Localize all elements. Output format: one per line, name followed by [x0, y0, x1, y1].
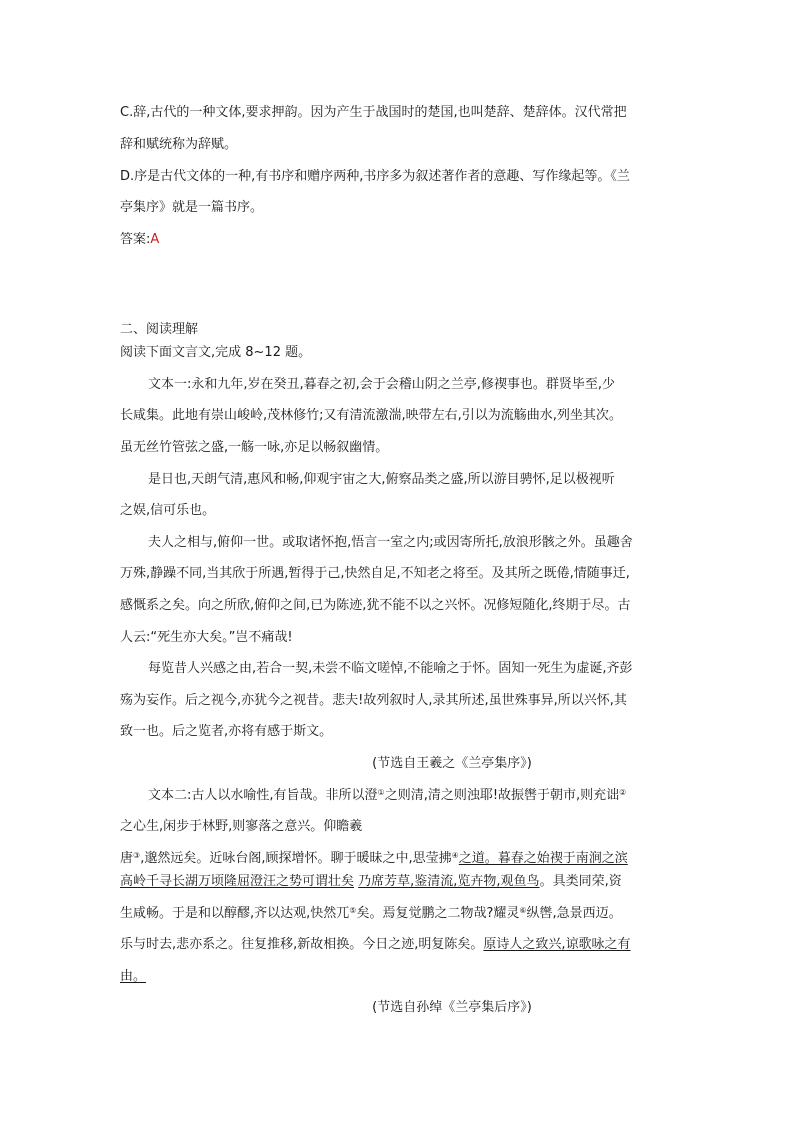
section-heading: 二、阅读理解 — [120, 322, 199, 337]
text2-line-2: 之心生,闲步于林野,则寥落之意兴。仰瞻羲 — [120, 819, 363, 834]
instruction: 阅读下面文言文,完成 8~12 题。 — [120, 345, 312, 360]
text1-line: 万殊,静躁不同,当其欣于所遇,暂得于己,快然自足,不知老之将至。及其所之既倦,情随事迁, — [120, 566, 630, 581]
text2-segment: ,邈然远矣。近咏台阁,顾探增怀。聊于暖昧之中,思莹拂 — [140, 851, 452, 866]
text2-segment: 。具类同荣,资 — [539, 874, 622, 889]
text2-line-3 — [120, 851, 628, 867]
footnote-marker: ④ — [451, 851, 459, 860]
footnote-marker: ① — [377, 788, 385, 797]
option-c-line-1: C.辞,古代的一种文体,要求押韵。因为产生于战国时的楚国,也叫楚辞、楚辞体。汉代常把 — [120, 105, 627, 120]
text1-line: 之娱,信可乐也。 — [120, 503, 216, 518]
source-2: (节选自孙绰《兰亭集后序》) — [372, 1000, 532, 1015]
underlined-segment: 高岭千寻长湖万顷隆屈澄汪之势可谓壮矣 — [120, 874, 355, 889]
option-d-line-2: 亭集序》就是一篇书序。 — [120, 200, 264, 215]
source-1: (节选自王羲之《兰亭集序》) — [372, 756, 532, 771]
text1-line: 长咸集。此地有崇山峻岭,茂林修竹;又有清流激湍,映带左右,引以为流觞曲水,列坐其次。 — [120, 408, 622, 423]
option-c-line-2: 辞和赋统称为辞赋。 — [120, 137, 238, 152]
text2-segment: 乐与时去,悲亦系之。往复推移,新故相换。今日之迹,明复陈矣。 — [120, 937, 484, 952]
footnote-marker: ③ — [133, 851, 141, 860]
answer-value: A — [150, 232, 160, 247]
text2-segment: 唐 — [120, 851, 134, 866]
option-d-line-1: D.序是古代文体的一种,有书序和赠序两种,书序多为叙述著作者的意趣、写作缘起等。《兰 — [120, 169, 630, 184]
text1-line: 每览昔人兴感之由,若合一契,未尝不临文嗟悼,不能喻之于怀。固知一死生为虚诞,齐彭 — [148, 661, 633, 676]
text2-line-6 — [120, 937, 631, 953]
text1-line: 文本一:永和九年,岁在癸丑,暮春之初,会于会稽山阴之兰亭,修禊事也。群贤毕至,少 — [148, 377, 616, 392]
text1-line: 是日也,天朗气清,惠风和畅,仰观宇宙之大,俯察品类之盛,所以游目骋怀,足以极视听 — [148, 472, 615, 487]
underlined-segment: 原诗人之致兴,谅歌咏之有 — [483, 937, 631, 952]
text2-segment: 文本二:古人以水喻性,有旨哉。非所以澄 — [148, 788, 378, 803]
underlined-segment: 由。 — [120, 969, 147, 984]
footnote-marker: ⑤ — [349, 906, 357, 915]
text1-line: 人云:“死生亦大矣。”岂不痛哉! — [120, 630, 293, 645]
text1-line: 虽无丝竹管弦之盛,一觞一咏,亦足以畅叙幽情。 — [120, 440, 389, 455]
text2-segment: 矣。焉复觉鹏之二物哉?耀灵 — [356, 906, 520, 921]
footnote-marker: ② — [619, 788, 627, 797]
text2-line-4 — [120, 874, 622, 890]
text2-segment: 生咸畅。于是和以醇醪,齐以达观,快然兀 — [120, 906, 350, 921]
text1-line: 夫人之相与,俯仰一世。或取诸怀抱,悟言一室之内;或因寄所托,放浪形骸之外。虽趣舍 — [148, 535, 633, 550]
text1-line: 感慨系之矣。向之所欣,俯仰之间,已为陈迹,犹不能不以之兴怀。况修短随化,终期于尽。古 — [120, 598, 631, 613]
underlined-segment: 之道。暮春之始禊于南涧之滨 — [458, 851, 628, 866]
answer-label: 答案: — [120, 232, 151, 247]
text1-line: 殇为妄作。后之视今,亦犹今之视昔。悲夫!故列叙时人,录其所述,虽世殊事异,所以兴怀,其 — [120, 693, 627, 708]
answer-line — [120, 232, 159, 248]
footnote-marker: ⑥ — [519, 906, 527, 915]
text2-line-5 — [120, 906, 622, 922]
text2-segment: 之则清,清之则浊耶!故振辔于朝市,则充诎 — [384, 788, 620, 803]
text1-line: 致一也。后之览者,亦将有感于斯文。 — [120, 724, 333, 739]
underlined-segment: 乃席芳草,鉴清流,览卉物,观鱼鸟 — [358, 874, 540, 889]
text2-line-1 — [148, 788, 626, 804]
text2-line-7 — [120, 969, 146, 985]
text2-segment: 纵辔,急景西迈。 — [526, 906, 622, 921]
